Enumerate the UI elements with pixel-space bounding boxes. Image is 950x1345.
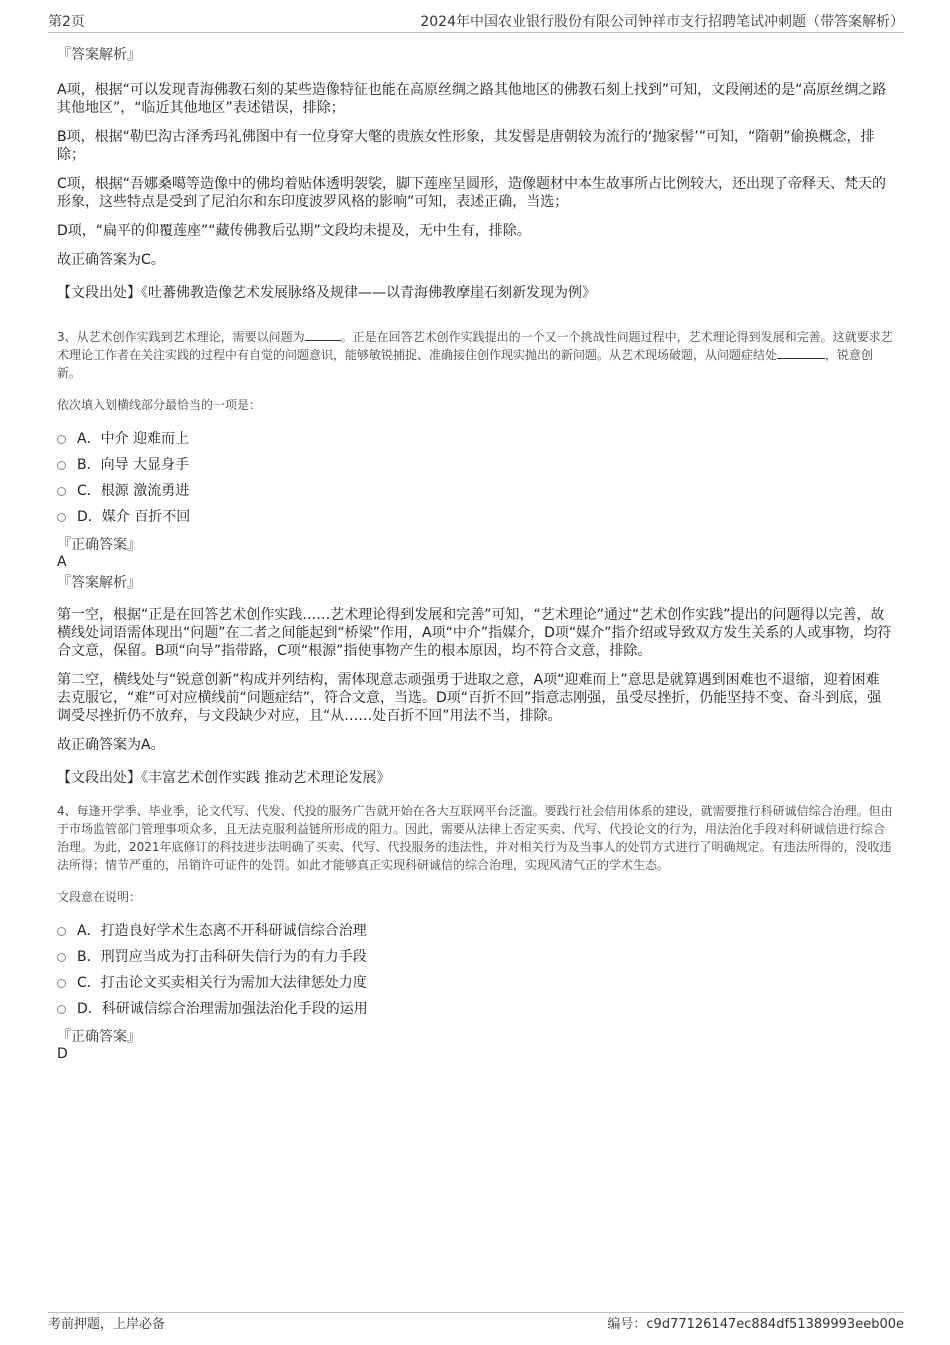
- radio-icon[interactable]: [57, 487, 66, 496]
- radio-icon[interactable]: [57, 513, 66, 522]
- option-a[interactable]: A．打造良好学术生态离不开科研诚信综合治理: [57, 918, 893, 944]
- analysis-para-a: A项，根据“可以发现青海佛教石刻的某些造像特征也能在高原丝绸之路其他地区的佛教石刻上找到”可知，文段阐述的是“高原丝绸之路其他地区”，“临近其他地区”表述错误，排除；: [57, 82, 887, 116]
- question-4-prompt: 文段意在说明：: [57, 890, 142, 904]
- analysis-para-b: B项，根据“勒巴沟古泽秀玛礼佛图中有一位身穿大氅的贵族女性形象，其发髻是唐朝较为流行的‘抛家髻’”可知，“隋朝”偷换概念，排除；: [57, 129, 875, 163]
- page-header: [48, 12, 904, 33]
- question-3-prompt: 依次填入划横线部分最恰当的一项是：: [57, 398, 262, 412]
- option-d[interactable]: D．媒介 百折不回: [57, 504, 893, 530]
- correct-answer: A: [57, 554, 67, 570]
- footer-slogan: 考前押题，上岸必备: [48, 1317, 166, 1332]
- page-number: 第2页: [48, 14, 85, 30]
- question-4-options: [57, 918, 893, 1022]
- option-a[interactable]: A．中介 迎难而上: [57, 426, 893, 452]
- option-c[interactable]: C．打击论文买卖相关行为需加大法律惩处力度: [57, 970, 893, 996]
- option-d[interactable]: D．科研诚信综合治理需加强法治化手段的运用: [57, 996, 893, 1022]
- radio-icon[interactable]: [57, 1005, 66, 1014]
- analysis-para-c: C项，根据“吾娜桑噶等造像中的佛均着贴体透明袈裟，脚下莲座呈圆形，造像题材中本生故事所占比例较大，还出现了帝释天、梵天的形象，这些特点是受到了尼泊尔和东印度波罗风格的影响”可知，表述正确，当选；: [57, 176, 887, 210]
- page-content: [57, 46, 893, 1063]
- correct-answer-label: 『正确答案』: [57, 537, 141, 553]
- option-b[interactable]: B．向导 大显身手: [57, 452, 893, 478]
- question-3-stem: 3、从艺术创作实践到艺术理论，需要以问题为 。正是在回答艺术创作实践提出的一个又一个挑战性问题过程中，艺术理论得到发展和完善。这就要求艺术理论工作者在关注实践的过程中有自觉的问题意识，能够敏锐捕捉、准确接住创作现实抛出的新问题。从艺术现场破题，从问题症结处 ，锐意创新。: [57, 330, 893, 380]
- analysis-para-2: 第二空，横线处与“锐意创新”构成并列结构，需体现意志顽强勇于进取之意，A项“迎难而上”意思是就算遇到困难也不退缩，迎着困难去克服它，“难”可对应横线前“问题症结”，符合文意，当选。D项“百折不回”指意志刚强，虽受尽挫折，仍能坚持不变、奋斗到底，强调受尽挫折仍不放弃，与文段缺少对应，且“从……处百折不回”用法不当，排除。: [57, 672, 882, 724]
- radio-icon[interactable]: [57, 979, 66, 988]
- page-footer: [48, 1312, 904, 1335]
- radio-icon[interactable]: [57, 435, 66, 444]
- option-c[interactable]: C．根源 激流勇进: [57, 478, 893, 504]
- correct-answer: D: [57, 1046, 68, 1062]
- analysis-para-1: 第一空，根据“正是在回答艺术创作实践……艺术理论得到发展和完善”可知，“艺术理论”通过“艺术创作实践”提出的问题得以完善，故横线处词语需体现出“问题”在二者之间能起到“桥梁”作用，A项“中介”指媒介，D项“媒介”指介绍或导致双方发生关系的人或事物，均符合文意，保留。B项“向导”指带路，C项“根源”指使事物产生的根本原因，均不符合文意，排除。: [57, 607, 892, 659]
- analysis-label: 『答案解析』: [57, 575, 141, 591]
- option-b[interactable]: B．刑罚应当成为打击科研失信行为的有力手段: [57, 944, 893, 970]
- question-3-options: [57, 426, 893, 530]
- blank-2: [777, 346, 825, 359]
- source-citation: 【文段出处】《丰富艺术创作实践 推动艺术理论发展》: [57, 770, 391, 786]
- document-code: 编号：c9d77126147ec884df51389993eeb00e: [607, 1317, 904, 1332]
- source-citation: 【文段出处】《吐蕃佛教造像艺术发展脉络及规律——以青海佛教摩崖石刻新发现为例》: [57, 285, 596, 301]
- document-title: 2024年中国农业银行股份有限公司钟祥市支行招聘笔试冲刺题（带答案解析）: [420, 14, 904, 30]
- analysis-label: 『答案解析』: [57, 47, 141, 63]
- correct-answer-label: 『正确答案』: [57, 1029, 141, 1045]
- conclusion: 故正确答案为A。: [57, 737, 165, 753]
- radio-icon[interactable]: [57, 953, 66, 962]
- radio-icon[interactable]: [57, 927, 66, 936]
- radio-icon[interactable]: [57, 461, 66, 470]
- conclusion: 故正确答案为C。: [57, 252, 165, 268]
- question-4-stem: 4、每逢开学季、毕业季，论文代写、代发、代投的服务广告就开始在各大互联网平台泛滥。要践行社会信用体系的建设，就需要推行科研诚信综合治理。但由于市场监管部门管理事项众多，且无法克服利益链所形成的阻力。因此，需要从法律上否定买卖、代写、代投论文的行为，用法治化手段对科研诚信进行综合治理。为此，2021年底修订的科技进步法明确了买卖、代写、代投服务的违法性，并对相关行为及当事人的处罚方式进行了明确规定。有违法所得的，没收违法所得；情节严重的，吊销许可证件的处罚。如此才能够真正实现科研诚信的综合治理，实现风清气正的学术生态。: [57, 804, 893, 872]
- blank-1: [305, 328, 341, 341]
- analysis-para-d: D项，“扁平的仰覆莲座”“藏传佛教后弘期”文段均未提及，无中生有，排除。: [57, 223, 531, 239]
